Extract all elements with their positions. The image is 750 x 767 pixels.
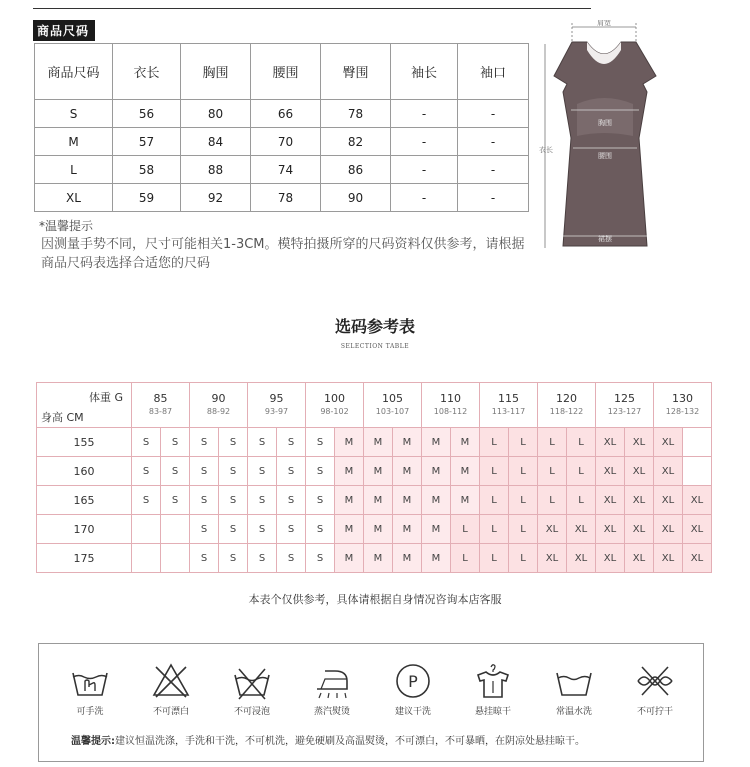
size-cell: S xyxy=(190,428,219,457)
size-cell: L xyxy=(509,486,538,515)
waist-label: 腰围 xyxy=(598,152,612,160)
height-cell: 160 xyxy=(37,457,132,486)
size-cell: M xyxy=(393,486,422,515)
value-cell: 59 xyxy=(113,184,181,212)
weight-value: 130 xyxy=(672,392,693,405)
section-title: 商品尺码 xyxy=(33,20,95,41)
size-cell: S xyxy=(306,457,335,486)
table-row xyxy=(35,128,529,156)
size-cell: M xyxy=(393,428,422,457)
size-cell: S xyxy=(248,457,277,486)
care-label: 可手洗 xyxy=(76,707,104,717)
header-cell: 衣长 xyxy=(113,44,181,100)
selection-subtitle: SELECTION TABLE xyxy=(340,343,410,350)
size-cell: S xyxy=(35,100,113,128)
size-cell: S xyxy=(161,486,190,515)
size-cell: L xyxy=(567,457,596,486)
size-cell: S xyxy=(277,457,306,486)
size-cell: S xyxy=(219,544,248,573)
size-cell: S xyxy=(132,486,161,515)
no-bleach-icon xyxy=(150,661,192,701)
size-cell: L xyxy=(480,486,509,515)
size-cell: L xyxy=(538,428,567,457)
value-cell: - xyxy=(458,156,529,184)
size-cell: L xyxy=(509,515,538,544)
header-cell: 腰围 xyxy=(251,44,321,100)
size-cell: S xyxy=(190,486,219,515)
size-cell: M xyxy=(335,515,364,544)
care-item xyxy=(615,661,695,717)
care-item xyxy=(131,661,211,717)
size-cell xyxy=(161,515,190,544)
size-cell: M xyxy=(393,544,422,573)
value-cell: - xyxy=(391,184,458,212)
selection-table xyxy=(36,382,712,573)
care-instructions-box xyxy=(38,643,704,762)
size-cell: XL xyxy=(567,544,596,573)
weight-value: 105 xyxy=(382,392,403,405)
size-cell: XL xyxy=(683,544,712,573)
size-cell: M xyxy=(451,486,480,515)
table-row xyxy=(37,544,712,573)
weight-range: 128-132 xyxy=(665,407,700,416)
size-cell: XL xyxy=(654,544,683,573)
size-cell: XL xyxy=(596,544,625,573)
size-cell: S xyxy=(219,515,248,544)
size-cell: L xyxy=(451,515,480,544)
selection-note: 本表个仅供参考，具体请根据自身情况咨询本店客服 xyxy=(248,593,502,606)
size-cell: L xyxy=(480,544,509,573)
size-cell: S xyxy=(248,544,277,573)
size-cell: M xyxy=(422,428,451,457)
value-cell: - xyxy=(458,128,529,156)
size-cell: XL xyxy=(625,544,654,573)
weight-header xyxy=(654,383,712,428)
header-cell: 袖长 xyxy=(391,44,458,100)
weight-header xyxy=(190,383,248,428)
size-cell: S xyxy=(190,457,219,486)
size-cell: M xyxy=(335,428,364,457)
care-label: 悬挂晾干 xyxy=(474,707,511,717)
normal-wash-icon xyxy=(553,661,595,701)
size-cell: XL xyxy=(596,457,625,486)
no-wring-icon xyxy=(634,661,676,701)
corner-cell xyxy=(37,383,132,428)
size-cell: S xyxy=(248,428,277,457)
size-cell: L xyxy=(538,457,567,486)
size-cell: M xyxy=(393,457,422,486)
weight-header xyxy=(132,383,190,428)
value-cell: 58 xyxy=(113,156,181,184)
care-tip-text: 建议恒温洗涤，手洗和干洗，不可机洗，避免硬刷及高温熨烫，不可漂白，不可暴晒，在阴凉处悬挂晾干。 xyxy=(115,736,585,747)
value-cell: 86 xyxy=(321,156,391,184)
size-cell: XL xyxy=(625,428,654,457)
value-cell: - xyxy=(458,100,529,128)
top-divider xyxy=(33,8,591,9)
size-cell: XL xyxy=(654,515,683,544)
size-cell: XL xyxy=(35,184,113,212)
size-cell: S xyxy=(132,428,161,457)
weight-range: 103-107 xyxy=(375,407,410,416)
weight-range: 113-117 xyxy=(491,407,526,416)
size-cell: XL xyxy=(683,515,712,544)
size-cell: L xyxy=(567,486,596,515)
size-cell: XL xyxy=(596,428,625,457)
size-cell: XL xyxy=(596,486,625,515)
header-cell: 胸围 xyxy=(181,44,251,100)
weight-header xyxy=(422,383,480,428)
steam-iron-icon xyxy=(311,661,353,701)
no-soak-icon xyxy=(231,661,273,701)
size-cell: L xyxy=(509,428,538,457)
weight-header xyxy=(248,383,306,428)
size-cell: L xyxy=(480,515,509,544)
size-cell: L xyxy=(480,457,509,486)
value-cell: 80 xyxy=(181,100,251,128)
size-cell: XL xyxy=(683,486,712,515)
size-cell: S xyxy=(277,486,306,515)
size-cell: L xyxy=(509,544,538,573)
care-label: 不可浸泡 xyxy=(233,707,270,717)
value-cell: - xyxy=(458,184,529,212)
dress-diagram xyxy=(535,20,675,260)
size-cell: XL xyxy=(538,515,567,544)
weight-value: 100 xyxy=(324,392,345,405)
weight-header xyxy=(538,383,596,428)
chest-label: 胸围 xyxy=(598,119,612,127)
height-cell: 170 xyxy=(37,515,132,544)
size-cell: M xyxy=(422,515,451,544)
size-cell xyxy=(161,544,190,573)
value-cell: 90 xyxy=(321,184,391,212)
dress-shape xyxy=(554,42,656,246)
size-cell: L xyxy=(451,544,480,573)
value-cell: 74 xyxy=(251,156,321,184)
size-cell: S xyxy=(219,486,248,515)
size-cell: L xyxy=(480,428,509,457)
tip-title: *温馨提示 xyxy=(39,219,94,233)
weight-header xyxy=(596,383,654,428)
tip-body: 因测量手势不同，尺寸可能相关1-3CM。模特拍摄所穿的尺码资料仅供参考，请根据商品尺码表选择合适您的尺码 xyxy=(41,237,525,271)
selection-title: 选码参考表 xyxy=(334,317,415,336)
value-cell: 66 xyxy=(251,100,321,128)
svg-text:P: P xyxy=(408,672,418,691)
size-cell: L xyxy=(567,428,596,457)
size-table-header xyxy=(35,44,529,100)
table-row xyxy=(35,156,529,184)
weight-range: 93-97 xyxy=(264,407,289,416)
size-cell: L xyxy=(35,156,113,184)
size-cell xyxy=(683,457,712,486)
care-label: 建议干洗 xyxy=(394,707,431,717)
size-cell: S xyxy=(132,457,161,486)
size-cell: M xyxy=(422,486,451,515)
size-cell: XL xyxy=(625,486,654,515)
care-label: 常温水洗 xyxy=(555,707,592,717)
value-cell: 92 xyxy=(181,184,251,212)
size-cell xyxy=(683,428,712,457)
size-cell: XL xyxy=(654,428,683,457)
value-cell: 70 xyxy=(251,128,321,156)
size-cell: M xyxy=(422,544,451,573)
care-item xyxy=(50,661,130,717)
value-cell: 84 xyxy=(181,128,251,156)
size-cell: S xyxy=(277,544,306,573)
weight-value: 85 xyxy=(153,392,168,405)
value-cell: - xyxy=(391,100,458,128)
shoulder-dimension xyxy=(572,20,636,42)
size-cell: M xyxy=(335,457,364,486)
hang-dry-icon xyxy=(472,661,514,701)
size-cell: XL xyxy=(596,515,625,544)
size-cell: M xyxy=(422,457,451,486)
height-cell: 165 xyxy=(37,486,132,515)
table-row xyxy=(35,184,529,212)
table-row xyxy=(37,457,712,486)
care-item xyxy=(534,661,614,717)
weight-value: 95 xyxy=(269,392,284,405)
weight-value: 110 xyxy=(440,392,461,405)
size-cell: S xyxy=(306,428,335,457)
care-label: 不可漂白 xyxy=(152,707,189,717)
weight-range: 118-122 xyxy=(549,407,584,416)
size-cell: S xyxy=(306,544,335,573)
weight-value: 90 xyxy=(211,392,226,405)
size-cell: XL xyxy=(625,457,654,486)
value-cell: - xyxy=(391,156,458,184)
size-cell: M xyxy=(335,486,364,515)
size-cell: S xyxy=(161,457,190,486)
weight-range: 83-87 xyxy=(148,407,173,416)
weight-value: 115 xyxy=(498,392,519,405)
weight-value: 125 xyxy=(614,392,635,405)
size-cell: S xyxy=(306,515,335,544)
care-item xyxy=(292,661,372,717)
care-item xyxy=(373,661,453,717)
size-cell: M xyxy=(364,457,393,486)
value-cell: 78 xyxy=(321,100,391,128)
size-cell: S xyxy=(277,515,306,544)
weight-range: 108-112 xyxy=(433,407,468,416)
weight-label: 体重 G xyxy=(88,391,123,404)
value-cell: 82 xyxy=(321,128,391,156)
height-cell: 155 xyxy=(37,428,132,457)
size-cell: S xyxy=(190,544,219,573)
care-label: 不可拧干 xyxy=(636,707,673,717)
size-cell: M xyxy=(451,428,480,457)
value-cell: - xyxy=(391,128,458,156)
size-cell: S xyxy=(306,486,335,515)
weight-range: 98-102 xyxy=(320,407,349,416)
size-cell: M xyxy=(364,428,393,457)
height-label: 身高 CM xyxy=(41,411,84,424)
value-cell: 78 xyxy=(251,184,321,212)
weight-range: 123-127 xyxy=(607,407,642,416)
size-cell: S xyxy=(219,457,248,486)
height-cell: 175 xyxy=(37,544,132,573)
weight-header xyxy=(306,383,364,428)
size-cell: M xyxy=(335,544,364,573)
header-cell: 袖口 xyxy=(458,44,529,100)
weight-range: 88-92 xyxy=(206,407,231,416)
care-tip-label: 温馨提示: xyxy=(71,736,115,747)
size-cell: L xyxy=(538,486,567,515)
dry-clean-icon xyxy=(392,661,434,701)
size-cell: XL xyxy=(625,515,654,544)
weight-header xyxy=(480,383,538,428)
size-cell: M xyxy=(364,515,393,544)
size-cell: M xyxy=(364,544,393,573)
weight-header xyxy=(364,383,422,428)
size-cell: S xyxy=(248,515,277,544)
size-cell: S xyxy=(248,486,277,515)
table-row xyxy=(37,486,712,515)
value-cell: 56 xyxy=(113,100,181,128)
size-cell: S xyxy=(190,515,219,544)
size-cell: M xyxy=(451,457,480,486)
size-cell: XL xyxy=(654,486,683,515)
size-cell: L xyxy=(509,457,538,486)
care-label: 蒸汽熨烫 xyxy=(313,707,350,717)
size-cell: M xyxy=(393,515,422,544)
hand-wash-icon xyxy=(69,661,111,701)
header-cell: 商品尺码 xyxy=(35,44,113,100)
care-tip xyxy=(71,732,585,747)
size-cell xyxy=(132,515,161,544)
size-cell xyxy=(132,544,161,573)
value-cell: 57 xyxy=(113,128,181,156)
shoulder-label: 肩宽 xyxy=(597,20,611,27)
care-item xyxy=(212,661,292,717)
size-cell: M xyxy=(364,486,393,515)
weight-value: 120 xyxy=(556,392,577,405)
value-cell: 88 xyxy=(181,156,251,184)
table-row xyxy=(37,515,712,544)
size-cell: S xyxy=(161,428,190,457)
size-cell: XL xyxy=(567,515,596,544)
table-row xyxy=(37,428,712,457)
header-cell: 臀围 xyxy=(321,44,391,100)
size-cell: S xyxy=(219,428,248,457)
size-cell: M xyxy=(35,128,113,156)
size-cell: XL xyxy=(538,544,567,573)
hem-label: 裙摆 xyxy=(598,235,612,243)
size-table xyxy=(34,43,529,212)
care-item xyxy=(453,661,533,717)
table-row xyxy=(35,100,529,128)
size-cell: XL xyxy=(654,457,683,486)
bodice-panel xyxy=(577,98,633,136)
size-cell: S xyxy=(277,428,306,457)
length-label: 衣长 xyxy=(539,146,553,154)
selection-header-row xyxy=(37,383,712,428)
